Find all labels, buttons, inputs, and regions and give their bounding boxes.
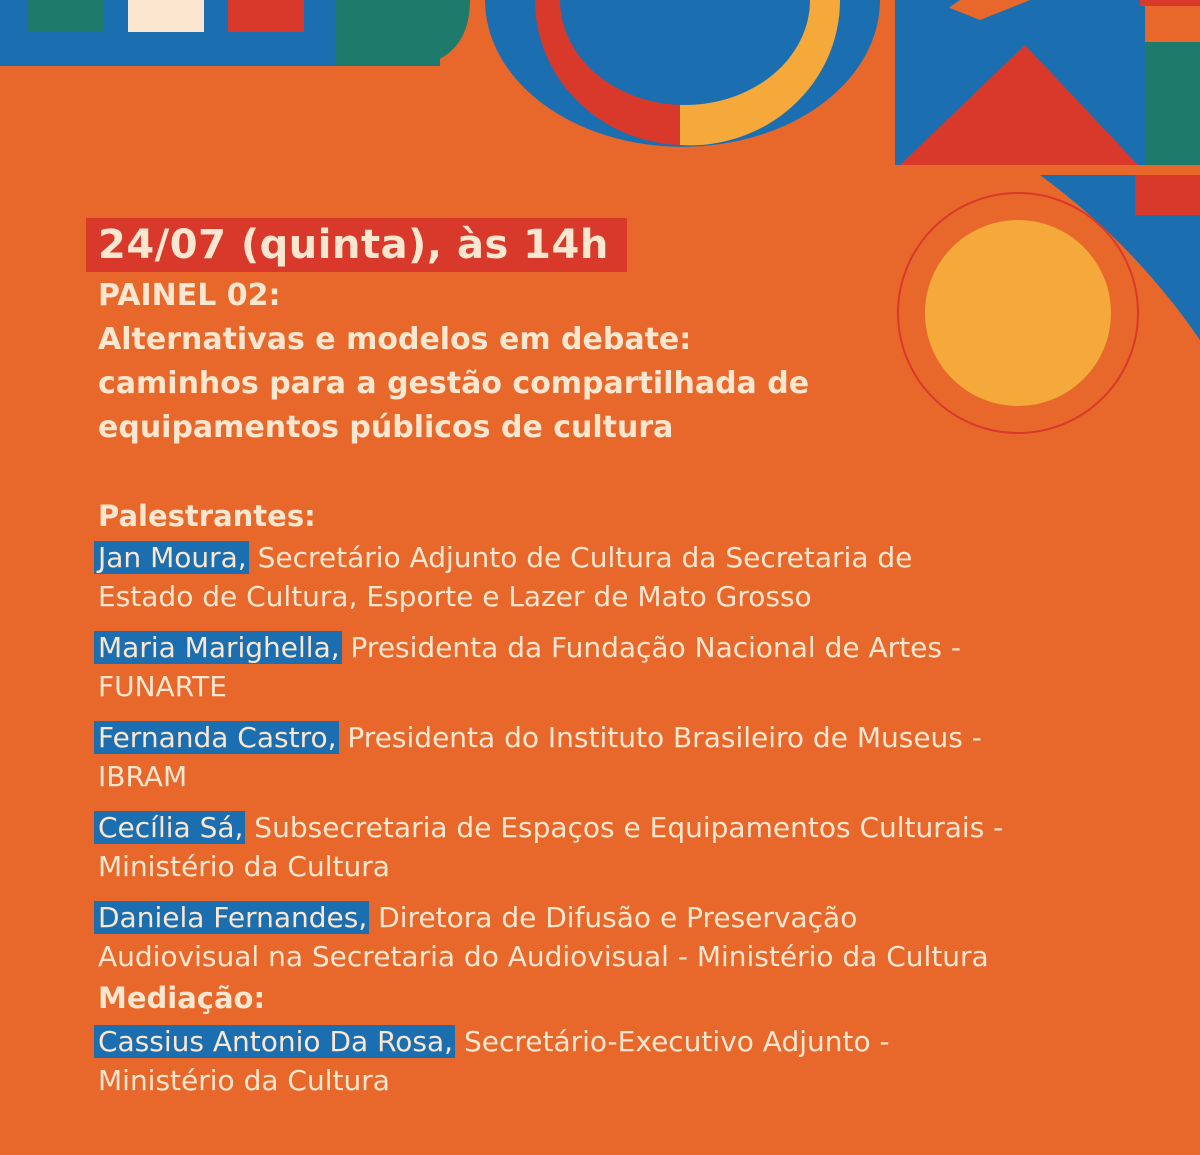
speaker-entry — [98, 628, 1178, 706]
speakers-label: Palestrantes: — [98, 499, 316, 533]
speaker-name: Cecília Sá, — [94, 811, 245, 844]
speaker-role: Subsecretaria de Espaços e Equipamentos Culturais - — [245, 811, 1004, 844]
green-block-shape — [1145, 42, 1200, 165]
speaker-role-continued: Estado de Cultura, Esporte e Lazer de Mato Grosso — [98, 580, 812, 613]
panel-title — [98, 318, 1178, 450]
orange-gap-shape — [1145, 0, 1200, 42]
mediator-role: Secretário-Executivo Adjunto - — [455, 1025, 890, 1058]
green-square-shape — [28, 0, 104, 32]
speaker-role: Diretora de Difusão e Preservação — [369, 901, 858, 934]
speaker-role-continued: FUNARTE — [98, 670, 227, 703]
red-corner-shape — [1135, 175, 1200, 215]
red-square-shape — [228, 0, 304, 32]
event-content — [98, 218, 1178, 1100]
mediator-role-continued: Ministério da Cultura — [98, 1064, 390, 1097]
speaker-entry — [98, 898, 1178, 976]
speaker-role-continued: Audiovisual na Secretaria do Audiovisual - Ministério da Cultura — [98, 940, 989, 973]
speaker-role-continued: Ministério da Cultura — [98, 850, 390, 883]
speaker-role: Presidenta da Fundação Nacional de Artes - — [341, 631, 961, 664]
green-quarter-shape — [335, 0, 440, 66]
mediator-name: Cassius Antonio Da Rosa, — [94, 1025, 455, 1058]
mediator-entry — [98, 1022, 1178, 1100]
cream-square-shape — [128, 0, 204, 32]
mediation-label: Mediação: — [98, 981, 266, 1015]
event-date-time: 24/07 (quinta), às 14h — [86, 218, 627, 272]
panel-title-line: caminhos para a gestão compartilhada de — [98, 366, 810, 401]
speaker-name: Fernanda Castro, — [94, 721, 339, 754]
speaker-name: Maria Marighella, — [94, 631, 342, 664]
speaker-name: Jan Moura, — [94, 541, 249, 574]
speaker-name: Daniela Fernandes, — [94, 901, 369, 934]
panel-title-line: Alternativas e modelos em debate: — [98, 322, 692, 357]
speaker-role: Presidenta do Instituto Brasileiro de Museus - — [338, 721, 982, 754]
speaker-entry — [98, 718, 1178, 796]
speaker-role-continued: IBRAM — [98, 760, 188, 793]
speaker-role: Secretário Adjunto de Cultura da Secretaria de — [248, 541, 913, 574]
speaker-entry — [98, 808, 1178, 886]
panel-label: PAINEL 02: — [98, 278, 281, 313]
speaker-entry — [98, 538, 1178, 616]
panel-title-line: equipamentos públicos de cultura — [98, 410, 674, 445]
red-strip-shape — [1140, 0, 1200, 6]
